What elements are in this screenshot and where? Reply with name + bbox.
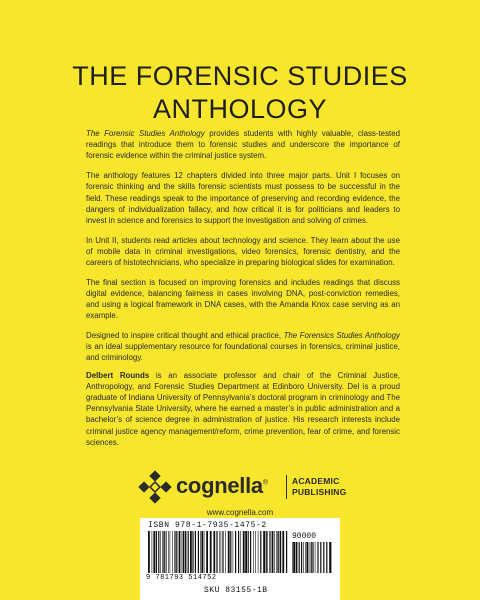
barcode-bar	[174, 531, 175, 573]
barcode-bar	[225, 531, 226, 573]
isbn-text: ISBN 978-1-7935-1475-2	[148, 521, 267, 530]
barcode-bar	[195, 531, 196, 573]
barcode-bar	[255, 531, 256, 573]
barcode-bar	[250, 531, 251, 573]
barcode-bar	[228, 531, 230, 573]
barcode-bar	[168, 531, 169, 573]
barcode-bar	[253, 531, 254, 573]
barcode-bar	[318, 542, 319, 573]
publisher-url: www.cognella.com	[206, 508, 274, 517]
barcode-bar	[293, 542, 295, 573]
ean-digits: 9 781793 514752	[146, 574, 217, 582]
barcode-bar	[183, 531, 184, 573]
barcode-bar	[303, 542, 304, 573]
barcode-bar	[323, 542, 324, 573]
barcode-bar	[266, 531, 267, 573]
barcode-bar	[272, 531, 274, 573]
barcode-bar	[230, 531, 231, 573]
barcode-bar	[192, 531, 193, 573]
barcode-bar	[309, 542, 310, 573]
barcode-bar	[156, 531, 157, 573]
cognella-logo-icon	[138, 470, 172, 504]
barcode-bar	[280, 531, 281, 573]
book-title-italic: The Forensic Studies Anthology	[86, 129, 205, 138]
barcode-bar	[221, 531, 222, 573]
addon-barcode	[292, 542, 332, 573]
barcode-bar	[153, 531, 155, 573]
barcode-bar	[282, 531, 284, 573]
barcode-bar	[170, 531, 171, 573]
publisher-name: cognella®	[176, 473, 268, 498]
barcode-bar	[326, 542, 327, 573]
barcode-bar	[270, 531, 271, 573]
barcode-bar	[206, 531, 208, 573]
book-title-line2: ANTHOLOGY	[152, 94, 328, 124]
barcode-bar	[182, 531, 183, 573]
barcode-bar	[179, 531, 181, 573]
barcode-bar	[301, 542, 302, 573]
book-title	[0, 60, 480, 126]
barcode-bar	[210, 531, 212, 573]
barcode-bar	[260, 531, 261, 573]
barcode-bar	[219, 531, 220, 573]
barcode-bar	[176, 531, 177, 573]
barcode-bar	[317, 542, 318, 573]
barcode-bar	[166, 531, 167, 573]
barcode-bar	[238, 531, 239, 573]
description-paragraph-2: The anthology features 12 chapters divided into three major parts. Unit I focuses on forensic thinking and the skills forensic scientists must possess to be successful in the field. These readings speak to the importance of preserving and recording evidence, the dangers of individualization fallacy, and how critical it is for politicians and leaders to invest in science and forensics to support the investigation and solving of crimes.	[86, 171, 400, 225]
barcode-bar	[185, 531, 187, 573]
barcode-bar	[311, 542, 312, 573]
barcode-bar	[200, 531, 201, 573]
description-paragraph-5: Designed to inspire critical thought and ethical practice, The Forensics Studies Anthology is an ideal supplementary resource for foundational courses in forensics, criminal justice, and criminology.	[86, 331, 400, 363]
barcode-bar	[243, 531, 245, 573]
barcode-bar	[148, 531, 150, 573]
barcode-bar	[305, 542, 306, 573]
barcode-bar	[286, 531, 287, 573]
barcode-bar	[299, 542, 300, 573]
barcode-bar	[258, 531, 259, 573]
barcode-bar	[198, 531, 199, 573]
author-name: Delbert Rounds	[86, 370, 150, 380]
publisher-subtitle: ACADEMIC PUBLISHING	[292, 476, 347, 497]
barcode-bar	[315, 542, 316, 573]
barcode-bar	[329, 542, 331, 573]
barcode-bar	[312, 542, 313, 573]
barcode-bar	[190, 531, 192, 573]
publisher-logo	[138, 470, 348, 504]
barcode-bar	[204, 531, 205, 573]
barcode-bar	[162, 531, 163, 573]
barcode-bar	[222, 531, 223, 573]
barcode-bar	[276, 531, 277, 573]
barcode-bar	[267, 531, 268, 573]
barcode-bar	[216, 531, 217, 573]
barcode-bar	[248, 531, 249, 573]
barcode-bar	[296, 542, 298, 573]
description-paragraph-4: The final section is focused on improving forensics and includes readings that discuss digital evidence, balancing fairness in cases involving DNA, post-conviction remedies, and using a logical framework in DNA cases, with the Amanda Knox case serving as an example.	[86, 277, 400, 321]
author-bio: Delbert Rounds is an associate professor and chair of the Criminal Justice, Anthropology, and Forensic Studies Department at Edinboro University. Del is a proud graduate of Indiana University of Pennsylvania’s doctoral program in criminology and The Pennsylvania State University, where he earned a master’s in public administration and a bachelor’s of science degree in administration of justice. His research interests include criminal justice agency management/reform, crime prevention, fear of crime, and forensic sciences.	[86, 370, 400, 447]
barcode-bar	[306, 542, 308, 573]
book-title-line1: THE FORENSIC STUDIES	[72, 61, 408, 91]
logo-divider	[286, 475, 287, 499]
barcode-bar	[233, 531, 234, 573]
barcode-bar	[152, 531, 153, 573]
barcode-bar	[263, 531, 265, 573]
barcode-bar	[164, 531, 165, 573]
ean-barcode	[148, 531, 288, 573]
barcode-bar	[278, 531, 279, 573]
description-paragraph-1: The Forensic Studies Anthology provides students with highly valuable, class-tested readings that introduce them to forensic studies and underscore the importance of forensic evidence within the criminal justice system.	[86, 129, 400, 161]
barcode-bar	[274, 531, 275, 573]
barcode-bar	[188, 531, 189, 573]
description-paragraph-3: In Unit II, students read articles about technology and science. They learn about the use of mobile data in criminal investigations, video forensics, forensic dentistry, and the careers of histotechnicians, who specialize in preparing biological slides for examination.	[86, 235, 400, 268]
barcode-bar	[158, 531, 159, 573]
barcode-bar	[235, 531, 236, 573]
barcode-bar	[292, 542, 293, 573]
book-title-italic-2: The Forensics Studies Anthology	[283, 331, 400, 341]
barcode-bar	[320, 542, 321, 573]
back-cover-text	[86, 128, 400, 457]
barcode-bar	[269, 531, 270, 573]
price-code: 90000	[292, 532, 317, 541]
barcode-bar	[160, 531, 161, 573]
barcode-bar	[172, 531, 173, 573]
barcode-block	[140, 518, 340, 600]
barcode-bar	[245, 531, 247, 573]
barcode-bar	[201, 531, 203, 573]
sku-text: SKU 83155-1B	[204, 586, 268, 595]
barcode-bar	[240, 531, 241, 573]
barcode-bar	[213, 531, 215, 573]
